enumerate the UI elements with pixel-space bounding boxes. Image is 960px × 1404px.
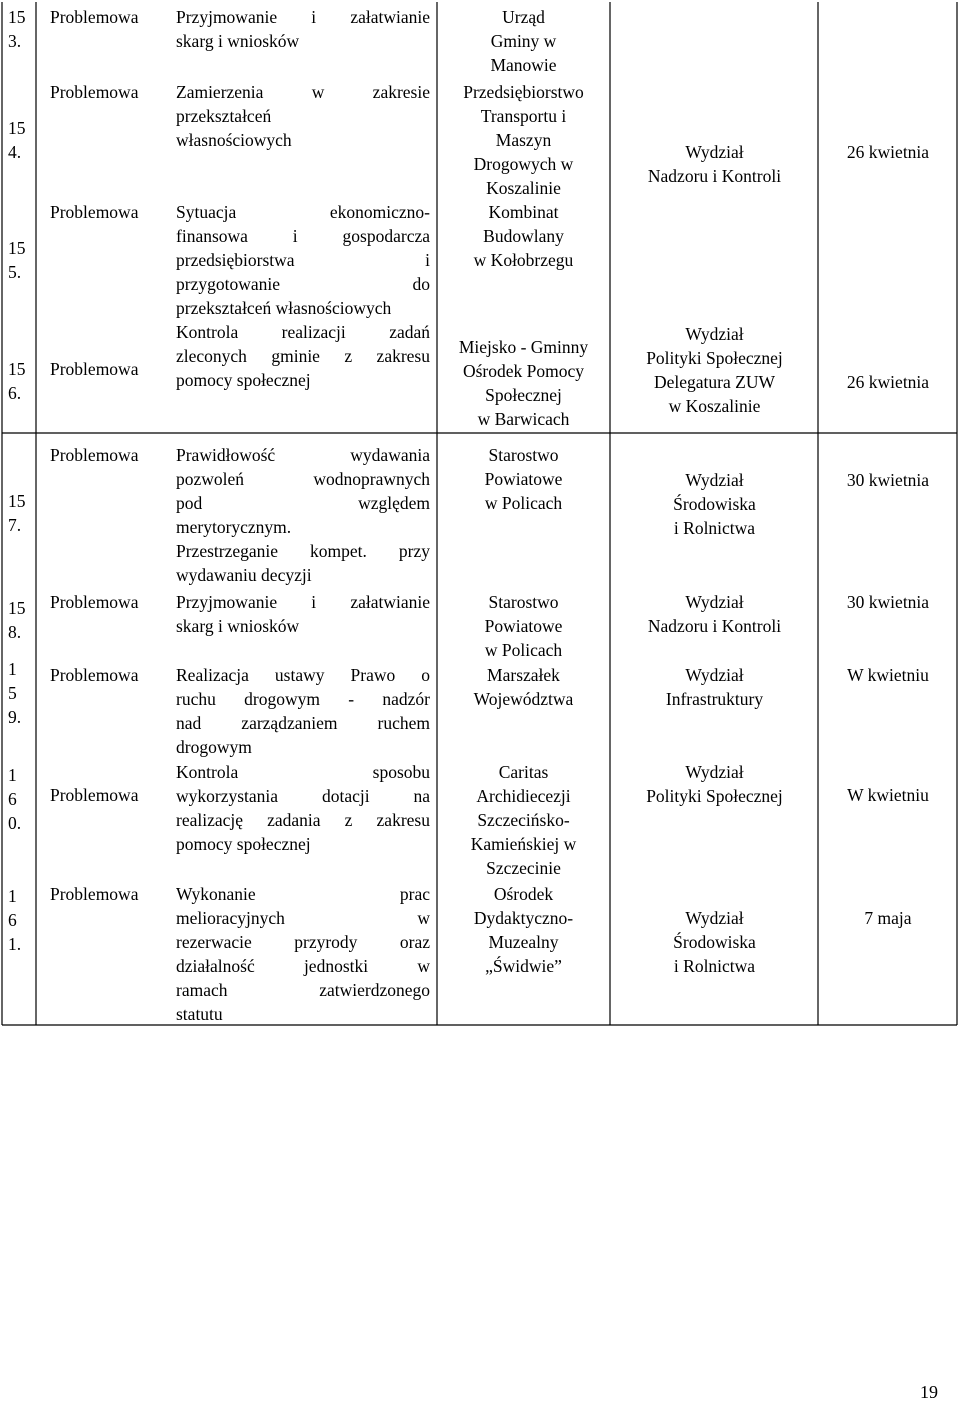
subject-line: Przyjmowanie i załatwianie	[176, 592, 430, 612]
row-number: 15 7.	[8, 491, 26, 535]
row-number: 1 6 0.	[8, 765, 22, 833]
controlled-entity: Marszałek Województwa	[473, 665, 574, 709]
subject-line: pomocy społecznej	[176, 834, 311, 854]
subject-line: przekształceń własnościowych	[176, 298, 392, 318]
subject-line: statutu	[176, 1004, 223, 1024]
responsible-unit: Wydział Nadzoru i Kontroli	[647, 592, 782, 636]
subject-line: finansowa i gospodarcza	[176, 226, 430, 246]
subject-line: przedsiębiorstwa i	[176, 250, 430, 270]
responsible-unit: Wydział Środowiska i Rolnictwa	[673, 908, 756, 976]
page-number: 19	[920, 1382, 938, 1402]
control-type: Problemowa	[50, 884, 139, 904]
control-type: Problemowa	[50, 445, 139, 465]
subject-line: działalność jednostki w	[176, 956, 430, 976]
row-number: 1 5 9.	[8, 659, 22, 727]
subject-line: własnościowych	[176, 130, 292, 150]
responsible-unit: Wydział Polityki Społecznej	[646, 762, 783, 806]
subject-line: drogowym	[176, 737, 252, 757]
subject-line: ramach zatwierdzonego	[176, 980, 430, 1000]
deadline: 30 kwietnia	[846, 470, 930, 490]
subject-line: Sytuacja ekonomiczno-	[176, 202, 430, 222]
responsible-unit: Wydział Nadzoru i Kontroli	[647, 142, 782, 186]
responsible-unit: Wydział Infrastruktury	[665, 665, 764, 709]
deadline: W kwietniu	[847, 665, 929, 685]
subject-line: realizację zadania z zakresu	[176, 810, 430, 830]
control-subject	[176, 760, 430, 856]
control-subject	[176, 590, 430, 638]
control-type: Problemowa	[50, 785, 139, 805]
controlled-entity: Przedsiębiorstwo Transportu i Maszyn Drogowych w Koszalinie	[463, 82, 584, 198]
subject-line: skarg i wniosków	[176, 616, 300, 636]
control-subject	[176, 200, 430, 320]
deadline: 7 maja	[864, 908, 912, 928]
subject-line: pod względem	[176, 493, 430, 513]
row-number: 15 3.	[8, 7, 26, 51]
subject-line: rezerwacie przyrody oraz	[176, 932, 430, 952]
control-type: Problemowa	[50, 202, 139, 222]
subject-line: Kontrola realizacji zadań	[176, 322, 430, 342]
subject-line: wykorzystania dotacji na	[176, 786, 430, 806]
subject-line: przygotowanie do	[176, 274, 430, 294]
controlled-entity: Miejsko - Gminny Ośrodek Pomocy Społecznej w Barwicach	[458, 337, 589, 429]
control-type: Problemowa	[50, 665, 139, 685]
row-number: 15 6.	[8, 359, 26, 403]
subject-line: zleconych gminie z zakresu	[176, 346, 430, 366]
deadline: W kwietniu	[847, 785, 929, 805]
deadline: 30 kwietnia	[846, 592, 930, 612]
subject-line: Przyjmowanie i załatwianie	[176, 7, 430, 27]
controlled-entity: Starostwo Powiatowe w Policach	[484, 592, 563, 660]
subject-line: Realizacja ustawy Prawo o	[176, 665, 430, 685]
deadline: 26 kwietnia	[846, 372, 930, 392]
subject-line: ruchu drogowym - nadzór	[176, 689, 430, 709]
control-type: Problemowa	[50, 592, 139, 612]
subject-line: merytorycznym.	[176, 517, 292, 537]
row-number: 15 4.	[8, 118, 26, 162]
subject-line: pomocy społecznej	[176, 370, 311, 390]
row-number: 15 5.	[8, 238, 26, 282]
subject-line: pozwoleń wodnoprawnych	[176, 469, 430, 489]
subject-line: melioracyjnych w	[176, 908, 430, 928]
row-number: 1 6 1.	[8, 886, 22, 954]
responsible-unit: Wydział Polityki Społecznej Delegatura ZUW w Koszalinie	[646, 324, 783, 416]
subject-line: Wykonanie prac	[176, 884, 430, 904]
control-subject	[176, 882, 430, 1026]
control-type: Problemowa	[50, 7, 139, 27]
subject-line: nad zarządzaniem ruchem	[176, 713, 430, 733]
controlled-entity: Kombinat Budowlany w Kołobrzegu	[473, 202, 574, 270]
control-subject	[176, 5, 430, 53]
controlled-entity: Urząd Gminy w Manowie	[490, 7, 557, 75]
subject-line: Zamierzenia w zakresie	[176, 82, 430, 102]
subject-line: wydawaniu decyzji	[176, 565, 312, 585]
control-type: Problemowa	[50, 359, 139, 379]
subject-line: skarg i wniosków	[176, 31, 300, 51]
control-subject	[176, 663, 430, 759]
controlled-entity: Starostwo Powiatowe w Policach	[484, 445, 563, 513]
controlled-entity: Caritas Archidiecezji Szczecińsko- Kamieńskiej w Szczecinie	[470, 762, 577, 878]
responsible-unit: Wydział Środowiska i Rolnictwa	[673, 470, 756, 538]
subject-line: Prawidłowość wydawania	[176, 445, 430, 465]
control-subject	[176, 80, 430, 152]
control-type: Problemowa	[50, 82, 139, 102]
controlled-entity: Ośrodek Dydaktyczno- Muzealny „Świdwie”	[473, 884, 574, 976]
control-subject	[176, 320, 430, 392]
subject-line: Przestrzeganie kompet. przy	[176, 541, 430, 561]
subject-line: przekształceń	[176, 106, 272, 126]
row-number: 15 8.	[8, 598, 26, 642]
deadline: 26 kwietnia	[846, 142, 930, 162]
subject-line: Kontrola sposobu	[176, 762, 430, 782]
control-subject	[176, 443, 430, 587]
